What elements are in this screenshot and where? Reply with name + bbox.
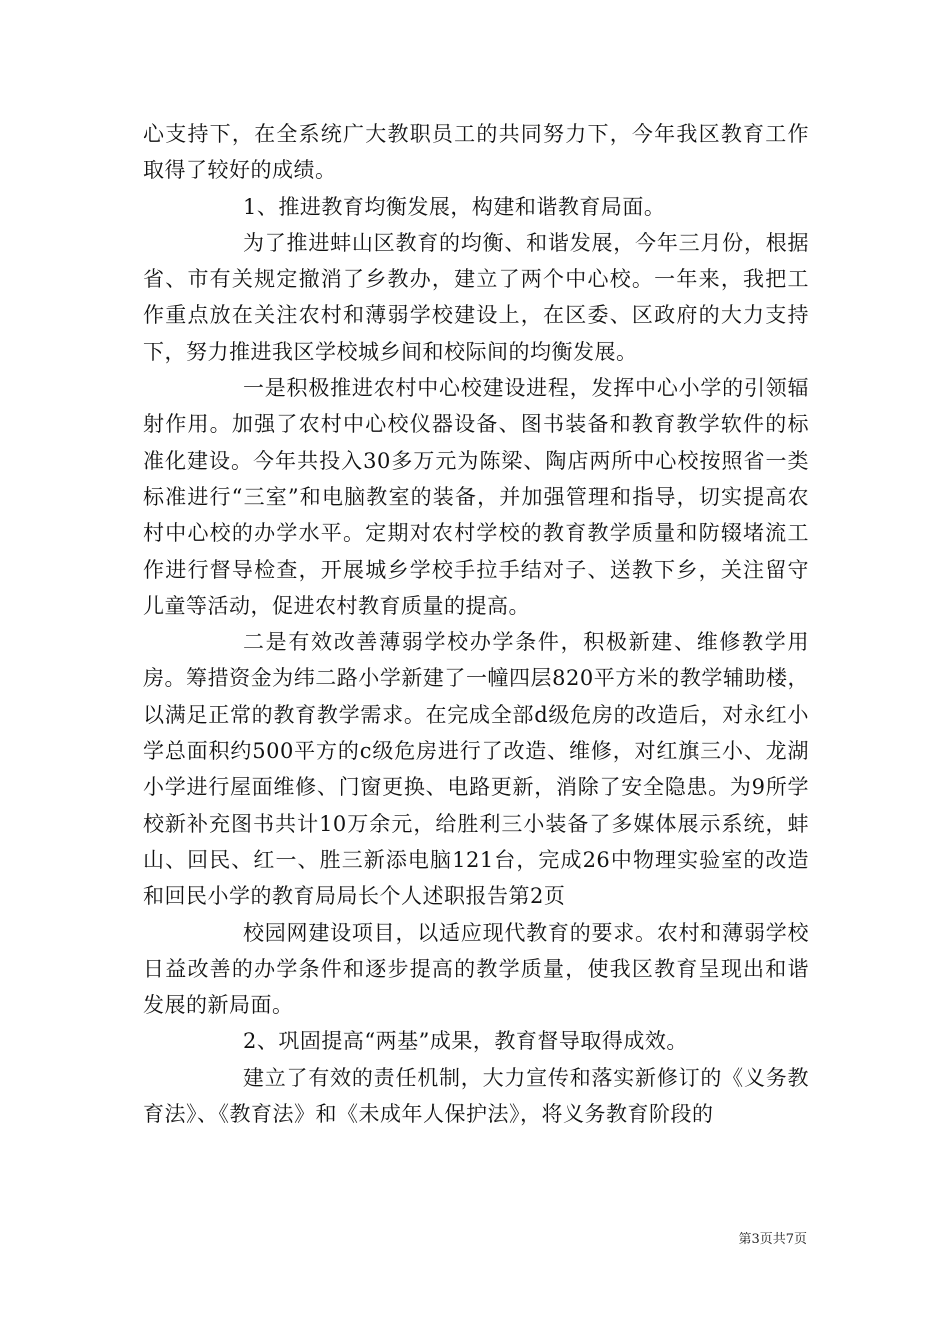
paragraph: 建立了有效的责任机制，大力宣传和落实新修订的《义务教育法》、《教育法》和《未成年人保护法》，将义务教育阶段的 <box>143 1065 809 1127</box>
section-heading-1: 1、推进教育均衡发展，构建和谐教育局面。 <box>243 194 666 219</box>
paragraph: 为了推进蚌山区教育的均衡、和谐发展，今年三月份，根据省、市有关规定撤消了乡教办，建立了两个中心校。一年来，我把工作重点放在关注农村和薄弱学校建设上，在区委、区政府的大力支持下，努力推进我区学校城乡间和校际间的均衡发展。 <box>143 230 809 364</box>
section-heading-2: 2、巩固提高“两基”成果，教育督导取得成效。 <box>243 1029 688 1054</box>
paragraph: 一是积极推进农村中心校建设进程，发挥中心小学的引领辐射作用。加强了农村中心校仪器设备、图书装备和教育教学软件的标准化建设。今年共投入30多万元为陈梁、陶店两所中心校按照省一类标准进行“三室”和电脑教室的装备，并加强管理和指导，切实提高农村中心校的办学水平。定期对农村学校的教育教学质量和防辍堵流工作进行督导检查，开展城乡学校手拉手结对子、送教下乡，关注留守儿童等活动，促进农村教育质量的提高。 <box>143 376 809 618</box>
document-body <box>143 116 809 1132</box>
paragraph: 二是有效改善薄弱学校办学条件，积极新建、维修教学用房。筹措资金为纬二路小学新建了一幢四层820平方米的教学辅助楼，以满足正常的教育教学需求。在完成全部d级危房的改造后，对永红小学总面积约500平方的c级危房进行了改造、维修，对红旗三小、龙湖小学进行屋面维修、门窗更换、电路更新，消除了安全隐患。为9所学校新补充图书共计10万余元，给胜利三小装备了多媒体展示系统，蚌山、回民、红一、胜三新添电脑121台，完成26中物理实验室的改造和回民小学的教育局局长个人述职报告第2页 <box>143 630 809 909</box>
page-number-footer: 第3页共7页 <box>738 1232 807 1247</box>
paragraph: 校园网建设项目，以适应现代教育的要求。农村和薄弱学校日益改善的办学条件和逐步提高的教学质量，使我区教育呈现出和谐发展的新局面。 <box>143 920 809 1018</box>
paragraph-continuation: 心支持下，在全系统广大教职员工的共同努力下，今年我区教育工作取得了较好的成绩。 <box>143 122 809 183</box>
